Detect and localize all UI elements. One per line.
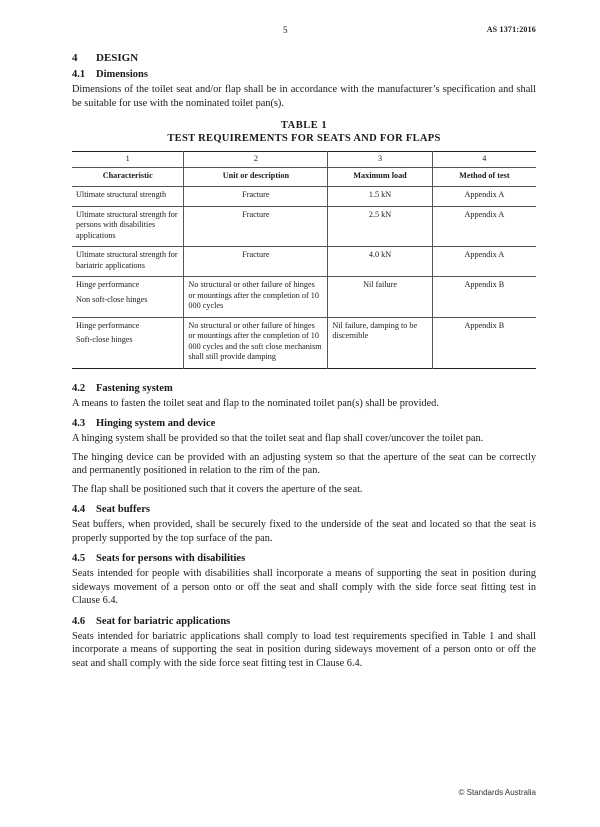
clause-title: Seat buffers bbox=[96, 504, 150, 515]
table-label: TABLE 1 bbox=[280, 120, 328, 131]
clause-number: 4.5 bbox=[72, 553, 86, 564]
column-number: 2 bbox=[184, 152, 328, 168]
clause-title: Seats for persons with disabilities bbox=[96, 553, 246, 564]
clause-heading-bariatric bbox=[72, 616, 536, 627]
cell-unit: Fracture bbox=[184, 206, 328, 247]
cell-load: 1.5 kN bbox=[328, 187, 432, 207]
cell-load: Nil failure bbox=[328, 277, 432, 318]
cell-unit: Fracture bbox=[184, 247, 328, 277]
characteristic-subtext: Non soft-close hinges bbox=[76, 294, 148, 304]
clause-number: 4.2 bbox=[72, 382, 86, 394]
characteristic-text: Ultimate structural strength bbox=[76, 190, 167, 199]
clause-paragraph: The flap shall be positioned such that it covers the aperture of the seat. bbox=[72, 483, 363, 495]
column-number: 3 bbox=[328, 152, 432, 168]
column-number: 1 bbox=[72, 152, 184, 168]
clause-heading-buffers bbox=[72, 504, 536, 515]
characteristic-text: Hinge performance bbox=[76, 280, 140, 289]
page-number: 5 bbox=[283, 25, 288, 35]
clause-paragraph: Seat buffers, when provided, shall be securely fixed to the underside of the seat and located so that the seat is properly supported by the top surface of the pan. bbox=[72, 519, 536, 544]
column-header-load: Maximum load bbox=[328, 167, 432, 187]
clause-heading-fastening bbox=[72, 383, 536, 394]
requirements-table bbox=[72, 151, 536, 369]
cell-method: Appendix A bbox=[432, 206, 536, 247]
clause-paragraph: Seats intended for bariatric applications shall comply to load test requirements specified in Table 1 and shall incorporate a means of supporting the seat in position during sideways movement of a person onto or off the seat and shall comply with the side force seat fitting test in Clause 6.4. bbox=[72, 630, 536, 669]
section-heading bbox=[72, 52, 536, 64]
cell-unit: No structural or other failure of hinges or mountings after the completion of 10 000 cycles bbox=[184, 277, 328, 318]
clause-paragraph: Dimensions of the toilet seat and/or flap shall be in accordance with the manufacturer’s specification and shall be suitable for use with the nominated toilet pan(s). bbox=[72, 84, 536, 109]
clause-number: 4.1 bbox=[72, 69, 86, 80]
clause-paragraph: The hinging device can be provided with an adjusting system so that the aperture of the seat can be correctly and permanently positioned in relation to the rim of the pan. bbox=[72, 451, 536, 476]
clause-heading-dimensions bbox=[72, 69, 536, 80]
characteristic-subtext: Soft-close hinges bbox=[76, 335, 133, 344]
clause-paragraph: A means to fasten the toilet seat and flap to the nominated toilet pan(s) shall be provided. bbox=[72, 397, 439, 409]
clause-paragraph: A hinging system shall be provided so that the toilet seat and flap shall cover/uncover the toilet pan. bbox=[72, 433, 484, 444]
cell-load: 2.5 kN bbox=[328, 206, 432, 247]
cell-characteristic bbox=[72, 247, 184, 277]
cell-characteristic bbox=[72, 277, 184, 318]
clause-title: Seat for bariatric applications bbox=[96, 615, 231, 627]
column-header-unit: Unit or description bbox=[184, 167, 328, 187]
copyright-footer: © Standards Australia bbox=[458, 788, 536, 797]
column-header-characteristic: Characteristic bbox=[72, 167, 184, 187]
cell-unit: Fracture bbox=[184, 187, 328, 207]
standard-reference: AS 1371:2016 bbox=[486, 25, 536, 34]
cell-load: Nil failure, damping to be discernible bbox=[328, 317, 432, 368]
characteristic-text: Hinge performance bbox=[76, 320, 140, 330]
table-row bbox=[72, 206, 536, 247]
cell-characteristic bbox=[72, 187, 184, 207]
cell-characteristic bbox=[72, 317, 184, 368]
clause-title: Hinging system and device bbox=[96, 418, 216, 429]
characteristic-text: Ultimate structural strength for bariatric applications bbox=[76, 250, 178, 270]
table-row bbox=[72, 247, 536, 277]
cell-method: Appendix B bbox=[432, 317, 536, 368]
column-header-method: Method of test bbox=[432, 167, 536, 187]
clause-number: 4.6 bbox=[72, 615, 86, 627]
clause-number: 4.4 bbox=[72, 504, 86, 515]
clause-title: Dimensions bbox=[96, 69, 148, 80]
section-title: DESIGN bbox=[96, 52, 139, 64]
table-row bbox=[72, 277, 536, 318]
page-content bbox=[72, 52, 536, 675]
clause-paragraph: Seats intended for people with disabilities shall incorporate a means of supporting the seat in position during sideways movement of a person onto or off the seat and shall comply with the side force seat fitting test in Clause 6.4. bbox=[72, 568, 536, 606]
section-number: 4 bbox=[72, 52, 78, 64]
table-title: TEST REQUIREMENTS FOR SEATS AND FOR FLAPS bbox=[167, 133, 441, 144]
cell-load: 4.0 kN bbox=[328, 247, 432, 277]
cell-characteristic bbox=[72, 206, 184, 247]
clause-heading-disabilities bbox=[72, 553, 536, 564]
cell-unit: No structural or other failure of hinges or mountings after the completion of 10 000 cycles and the soft close mechanism shall still provide damping bbox=[184, 317, 328, 368]
characteristic-text: Ultimate structural strength for persons with disabilities applications bbox=[76, 209, 178, 240]
cell-method: Appendix A bbox=[432, 187, 536, 207]
cell-method: Appendix A bbox=[432, 247, 536, 277]
clause-title: Fastening system bbox=[96, 382, 173, 394]
table-row bbox=[72, 317, 536, 368]
clause-heading-hinging bbox=[72, 418, 536, 429]
table-row bbox=[72, 187, 536, 207]
clause-number: 4.3 bbox=[72, 418, 86, 429]
column-number: 4 bbox=[432, 152, 536, 168]
cell-method: Appendix B bbox=[432, 277, 536, 318]
